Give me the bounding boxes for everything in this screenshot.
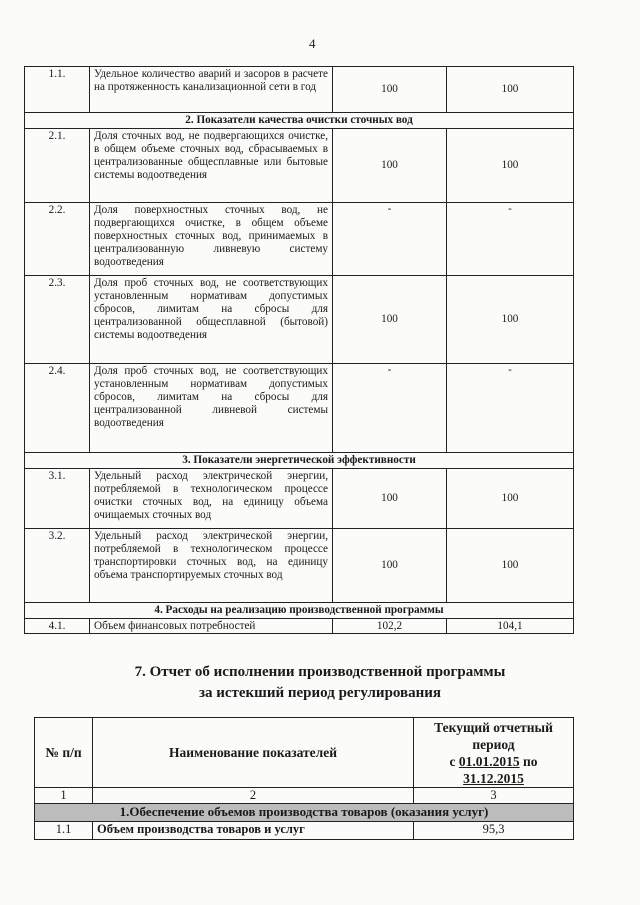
row-number: 1.1.	[25, 67, 90, 113]
value-actual: 100	[447, 529, 574, 603]
row-number: 4.1.	[25, 619, 90, 634]
value-planned: -	[333, 203, 447, 276]
value-planned: 100	[333, 529, 447, 603]
title-line-2: за истекший период регулирования	[198, 685, 442, 701]
value-planned: 102,2	[333, 619, 447, 634]
indicator-name: Удельный расход электрической энергии, потребляемой в технологическом процессе транспортировки сточных вод, на единицу объема транспортируемых сточных вод	[90, 529, 333, 603]
page-number: 4	[309, 36, 316, 51]
value-actual: 100	[447, 129, 574, 203]
period-header	[414, 718, 574, 788]
section-row	[35, 804, 574, 822]
number-header: № п/п	[35, 718, 93, 788]
row-number: 1.1	[35, 822, 93, 840]
table-row	[25, 67, 574, 113]
table-row	[25, 364, 574, 453]
section-title: 3. Показатели энергетической эффективности	[25, 453, 574, 469]
row-number: 2.2.	[25, 203, 90, 276]
indicator-value: 95,3	[414, 822, 574, 840]
table-row	[25, 619, 574, 634]
value-actual: 100	[447, 469, 574, 529]
period-to-prefix: по	[519, 753, 538, 769]
indicator-name: Объем финансовых потребностей	[90, 619, 333, 634]
index-row	[35, 788, 574, 804]
indicator-name: Доля поверхностных сточных вод, не подвергающихся очистке, в общем объеме поверхностных сточных вод, принимаемых в централизованную ливневую систему водоотведения	[90, 203, 333, 276]
table-row	[25, 276, 574, 364]
table-row	[35, 822, 574, 840]
indicator-name: Доля проб сточных вод, не соответствующих установленным нормативам допустимых сбросов, лимитам на сбросы для централизованной общесплавной (бытовой) системы водоотведения	[90, 276, 333, 364]
section-title: 2. Показатели качества очистки сточных вод	[25, 113, 574, 129]
value-actual: -	[447, 203, 574, 276]
period-from: 01.01.2015	[458, 753, 520, 769]
value-planned: 100	[333, 129, 447, 203]
index-cell: 2	[93, 788, 414, 804]
name-header: Наименование показателей	[93, 718, 414, 788]
value-actual: -	[447, 364, 574, 453]
table-row	[25, 469, 574, 529]
row-number: 2.4.	[25, 364, 90, 453]
value-planned: 100	[333, 469, 447, 529]
section-title: 4. Расходы на реализацию производственной программы	[25, 603, 574, 619]
value-planned: 100	[333, 67, 447, 113]
header-row	[35, 718, 574, 788]
indicator-name: Доля сточных вод, не подвергающихся очистке, в общем объеме сточных вод, сбрасываемых в централизованные общесплавные или бытовые системы водоотведения	[90, 129, 333, 203]
table-row	[25, 129, 574, 203]
indicator-name: Удельный расход электрической энергии, потребляемой в технологическом процессе очистки сточных вод, на единицу объема очищаемых сточных вод	[90, 469, 333, 529]
section-row	[25, 453, 574, 469]
value-planned: -	[333, 364, 447, 453]
value-actual: 104,1	[447, 619, 574, 634]
row-number: 2.1.	[25, 129, 90, 203]
row-number: 3.1.	[25, 469, 90, 529]
indicators-table	[24, 66, 574, 634]
title-line-1: 7. Отчет об исполнении производственной программы	[134, 664, 506, 680]
index-cell: 3	[414, 788, 574, 804]
value-actual: 100	[447, 276, 574, 364]
value-actual: 100	[447, 67, 574, 113]
program-execution-table	[34, 717, 574, 840]
period-dates	[414, 753, 573, 770]
section-row	[25, 113, 574, 129]
table-row	[25, 529, 574, 603]
section-row	[25, 603, 574, 619]
table-row	[25, 203, 574, 276]
section-title: 1.Обеспечение объемов производства товаров (оказания услуг)	[35, 804, 574, 822]
row-number: 2.3.	[25, 276, 90, 364]
period-from-prefix: с	[449, 753, 459, 769]
section-7-title	[0, 662, 640, 704]
period-to: 31.12.2015	[463, 770, 524, 786]
index-cell: 1	[35, 788, 93, 804]
indicator-name: Удельное количество аварий и засоров в расчете на протяженность канализационной сети в год	[90, 67, 333, 113]
row-number: 3.2.	[25, 529, 90, 603]
indicator-name: Объем производства товаров и услуг	[93, 822, 414, 840]
period-label: Текущий отчетный период	[434, 719, 553, 752]
value-planned: 100	[333, 276, 447, 364]
indicator-name: Доля проб сточных вод, не соответствующих установленным нормативам допустимых сбросов, лимитам на сбросы для централизованной ливневой системы водоотведения	[90, 364, 333, 453]
